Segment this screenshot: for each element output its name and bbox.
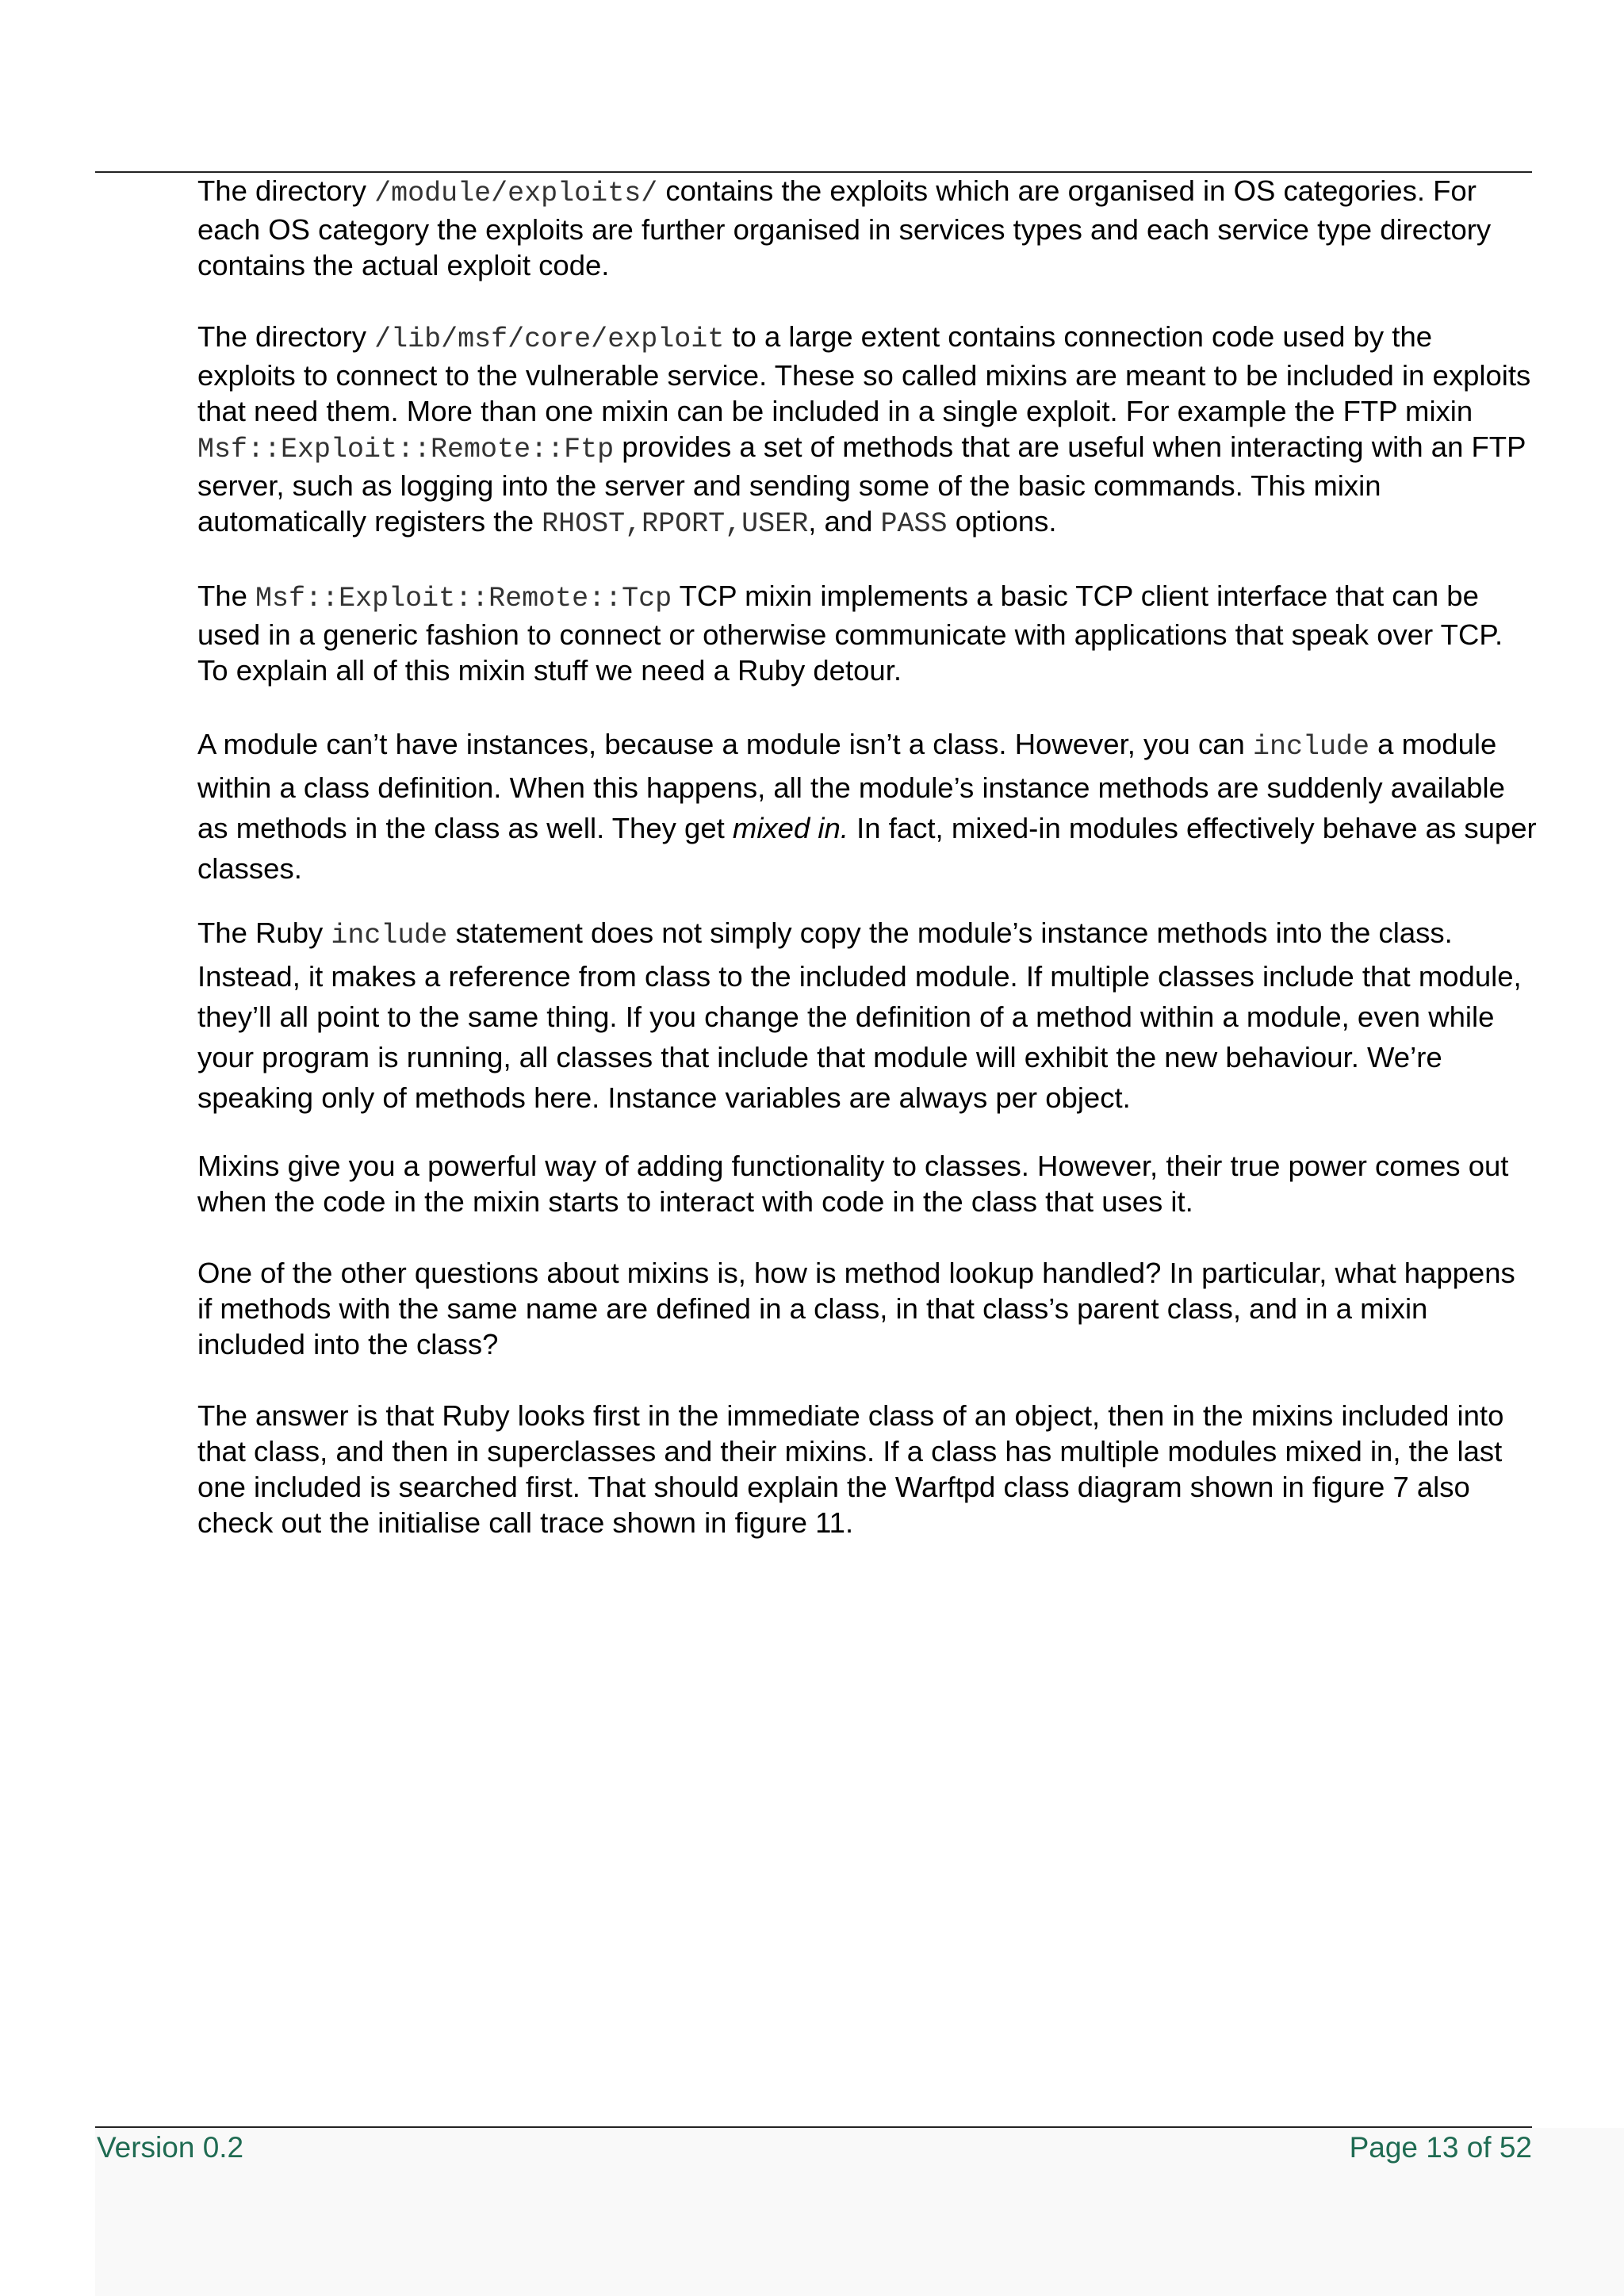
text-run: The answer is that Ruby looks first in the immediate class of an object, then in the mixins included into that class, and then in superclasses and their mixins. If a class has multiple modules mixed in, the last one included is searched first. That should explain the Warftpd class diagram shown in figure 7 also check out the initialise call trace shown in figure 11.	[197, 1399, 1504, 1539]
paragraph-module-exploits	[197, 173, 1538, 283]
text-run: Mixins give you a powerful way of adding functionality to classes. However, their true power comes out when the code in the mixin starts to interact with code in the class that uses it.	[197, 1150, 1509, 1218]
text-run: to a large extent contains connection code used by the exploits to connect to the vulnerable service. These so called mixins are meant to be included in exploits that need them. More than one mixin can be included in a single exploit. For example the FTP mixin	[197, 320, 1531, 427]
code-ftp-mixin: Msf::Exploit::Remote::Ftp	[197, 434, 615, 465]
paragraph-method-lookup-question	[197, 1255, 1538, 1362]
text-run: a module within a class definition. When this happens, all the module’s instance methods are suddenly available as methods in the class as well. They get	[197, 728, 1505, 844]
paragraph-tcp-mixin	[197, 578, 1538, 688]
footer-version: Version 0.2	[97, 2131, 244, 2164]
text-run: , and	[808, 505, 881, 538]
document-body	[197, 173, 1538, 1576]
text-run: provides a set of methods that are useful when interacting with an FTP server, such as logging into the server and sending some of the basic commands. This mixin automatically registers the	[197, 430, 1526, 538]
code-path-module-exploits: /module/exploits/	[374, 178, 658, 209]
code-tcp-mixin: Msf::Exploit::Remote::Tcp	[255, 583, 672, 614]
text-run: The directory	[197, 174, 375, 207]
footer-page-number: Page 13 of 52	[1349, 2131, 1532, 2164]
text-run: statement does not simply copy the module’s instance methods into the class. Instead, it makes a reference from class to the included module. If multiple classes include that module, they’ll all point to the same thing. If you change the definition of a method within a module, even while your program is running, all classes that include that module will exhibit the new behaviour. We’re speaking only of methods here. Instance variables are always per object.	[197, 916, 1522, 1114]
code-include: include	[331, 920, 448, 951]
text-run: A module can’t have instances, because a module isn’t a class. However, you can	[197, 728, 1253, 760]
page-footer	[97, 2131, 1532, 2164]
paragraph-lib-msf-core	[197, 319, 1538, 542]
code-pass-option: PASS	[880, 508, 948, 540]
text-run: TCP mixin implements a basic TCP client interface that can be used in a generic fashion to connect or otherwise communicate with applications that speak over TCP. To explain all of this mixin stuff we need a Ruby detour.	[197, 580, 1503, 687]
paragraph-method-lookup-answer	[197, 1398, 1538, 1540]
paragraph-mixins-power	[197, 1148, 1538, 1219]
text-run: One of the other questions about mixins is, how is method lookup handled? In particular, what happens if methods with the same name are defined in a class, in that class’s parent class, and in a mixin included into the class?	[197, 1257, 1515, 1360]
paragraph-module-instances	[197, 724, 1538, 889]
text-run: options.	[947, 505, 1057, 538]
text-run: The Ruby	[197, 916, 331, 949]
text-run: contains the exploits which are organised in OS categories. For each OS category the exploits are further organised in services types and each service type directory contains the actual exploit code.	[197, 174, 1492, 281]
text-run: The directory	[197, 320, 375, 353]
text-run: In fact, mixed-in modules effectively behave as super classes.	[197, 812, 1537, 885]
footer-rule	[95, 2126, 1532, 2128]
emphasis-mixed-in: mixed in.	[732, 812, 848, 844]
code-options: RHOST,RPORT,USER	[542, 508, 809, 540]
code-path-lib-msf-core-exploit: /lib/msf/core/exploit	[374, 323, 725, 355]
paragraph-ruby-include	[197, 913, 1538, 1118]
text-run: The	[197, 580, 256, 612]
code-include: include	[1252, 731, 1369, 763]
